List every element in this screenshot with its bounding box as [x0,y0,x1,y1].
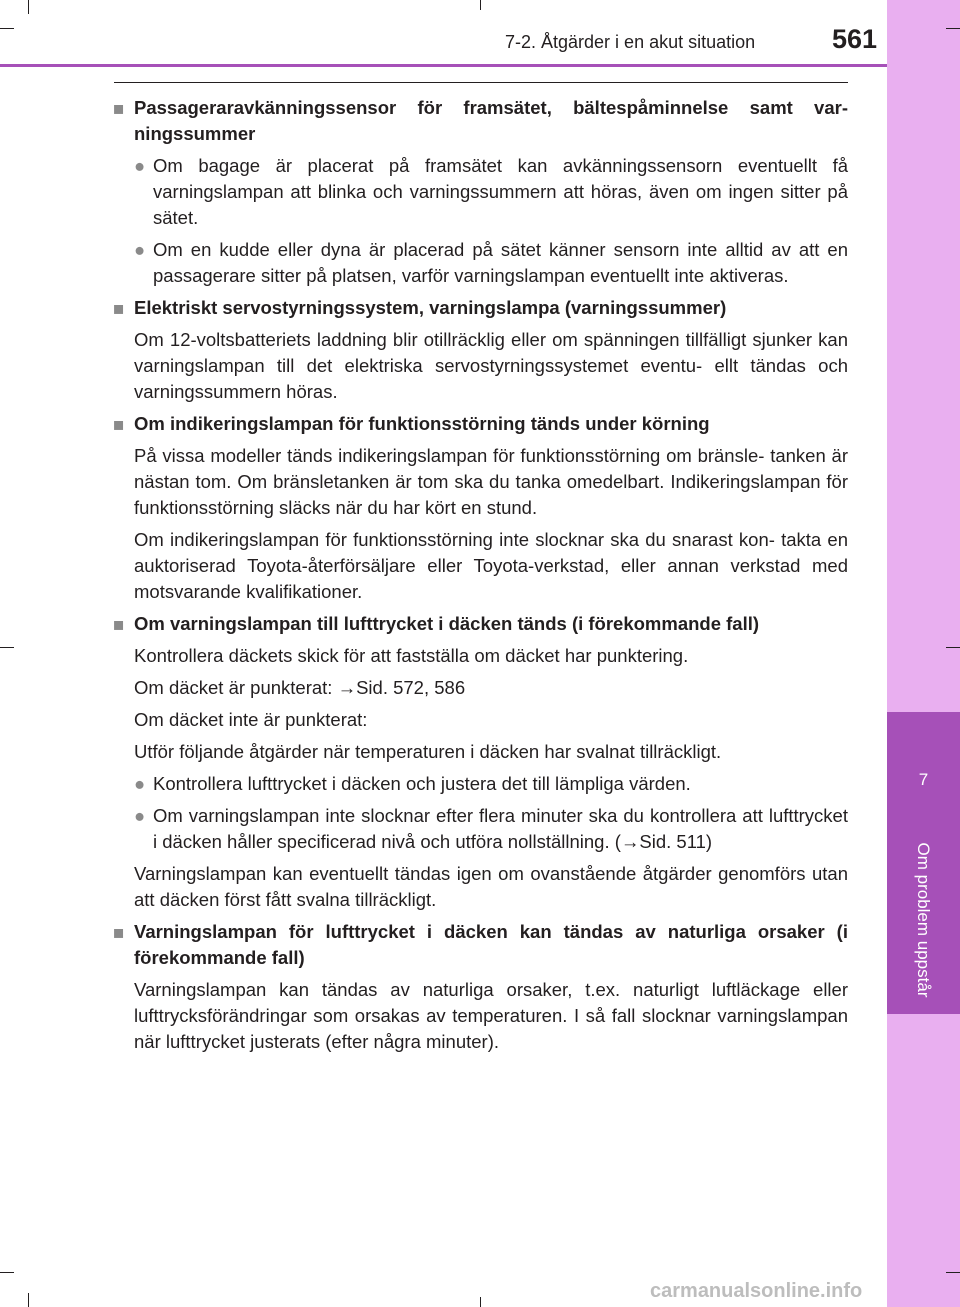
crop-mark [28,0,29,14]
page-content [113,95,848,1061]
body-paragraph: Om däcket inte är punkterat: [134,709,368,730]
chapter-sidebar [887,0,960,1307]
body-paragraph: Varningslampan kan tändas av naturliga orsaker, t.ex. naturligt luftläckage eller lufttrycksförändringar som orsakas av temperaturen. I så fall slocknar varningslampan när lufttrycket justerats (efter några minuter). [134,979,848,1052]
page-reference[interactable]: Om däcket är punkterat: →Sid. 572, 586 [134,677,466,698]
crop-mark [480,0,481,10]
body-paragraph: Utför följande åtgärder när temperaturen i däcken har svalnat tillräckligt. [134,741,722,762]
section-heading: ■ Elektriskt servostyrningssystem, varningslampa (varningssummer) [113,295,848,321]
round-bullet-icon: ● [134,239,146,260]
page-number: 561 [832,24,878,54]
body-paragraph: Om indikeringslampan för funktionsstörning inte slocknar ska du snarast kon- takta en auktoriserad Toyota-återförsäljare eller Toyota-verkstad, eller annan verkstad med motsvarande kvalifikationer. [134,529,848,602]
crop-mark [0,647,14,648]
round-bullet-icon: ● [134,805,146,826]
watermark: carmanualsonline.info [650,1280,863,1302]
section-heading: ■ Varningslampan för lufttrycket i däcken kan tändas av naturliga orsaker (i förekommande fall) [113,921,848,968]
crop-mark [0,28,14,29]
bullet-item: ● Om en kudde eller dyna är placerad på sätet känner sensorn inte alltid av att en passagerare sitter på platsen, varför varningslampan eventuellt inte aktiveras. [134,239,848,286]
crop-mark [946,1272,960,1273]
bullet-item: ● Om varningslampan inte slocknar efter flera minuter ska du kontrollera att lufttrycket i däcken håller specificerad nivå och utföra nollställning. (→Sid. 511) [134,805,848,852]
round-bullet-icon: ● [134,155,146,176]
body-paragraph: På vissa modeller tänds indikeringslampan för funktionsstörning om bränsle- tanken är nästan tom. Om bränsletanken är tom ska du tanka omedelbart. Indikeringslampan för funktionsstörning släcks när du har kört en stund. [134,445,848,518]
section-heading: ■ Om varningslampan till lufttrycket i däcken tänds (i förekommande fall) [113,611,848,637]
crop-mark [946,28,960,29]
body-paragraph: Om 12-voltsbatteriets laddning blir otillräcklig eller om spänningen tillfälligt sjunker kan varningslampan till det elektriska servostyrningssystemet eventu- ellt tändas och varningssummern höras. [134,329,848,402]
section-heading: ■ Om indikeringslampan för funktionsstörning tänds under körning [113,411,848,437]
content-top-rule [114,82,848,83]
chapter-number: 7 [918,770,929,789]
crop-mark [946,647,960,648]
section-title: 7-2. Åtgärder i en akut situation [505,32,756,52]
header-rule [0,64,887,67]
chapter-title: Om problem uppstår [914,842,933,998]
crop-mark [0,1272,14,1273]
square-bullet-icon: ■ [113,414,125,435]
square-bullet-icon: ■ [113,614,125,635]
square-bullet-icon: ■ [113,298,125,319]
bullet-item: ● Kontrollera lufttrycket i däcken och justera det till lämpliga värden. [113,771,848,797]
bullet-item: ● Om bagage är placerat på framsätet kan avkänningssensorn eventuellt få varningslampan att blinka och varningssummern att höras, även om ingen sitter på sätet. [134,155,848,228]
crop-mark [480,1297,481,1307]
crop-mark [28,1293,29,1307]
square-bullet-icon: ■ [113,98,125,119]
round-bullet-icon: ● [134,773,146,794]
section-heading: ■ Passageraravkänningssensor för framsätet, bältespåminnelse samt var- ningssummer [113,97,848,144]
body-paragraph: Varningslampan kan eventuellt tändas igen om ovanstående åtgärder genomförs utan att däcken först fått svalna tillräckligt. [134,863,848,910]
body-paragraph: Kontrollera däckets skick för att fastställa om däcket har punktering. [134,645,689,666]
square-bullet-icon: ■ [113,922,125,943]
